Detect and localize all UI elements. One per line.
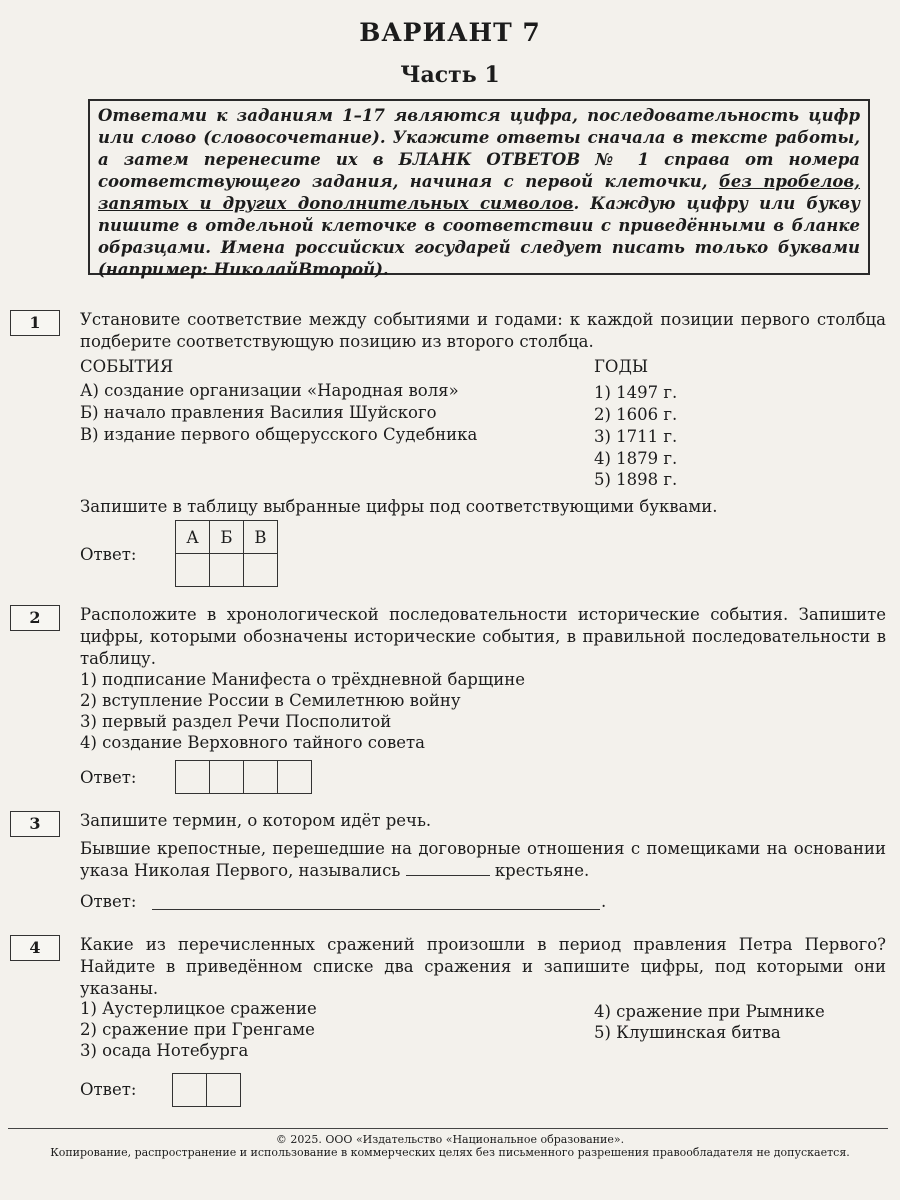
q1-col-a-header: А — [176, 521, 210, 554]
q2-answer-cell[interactable] — [210, 761, 244, 794]
q1-answer-label: Ответ: — [80, 545, 137, 564]
q1-events-header: СОБЫТИЯ — [80, 357, 174, 376]
instructions-text-2: . Каждую цифру или букву пишите в отдельной клеточке в соответствии с приведёнными в бланке образцами. Имена российских государей следует писать только буквами (например: НиколайВторой). — [98, 194, 860, 279]
q1-write-instruction: Запишите в таблицу выбранные цифры под соответствующими буквами. — [80, 497, 718, 516]
q1-year-4: 4) 1879 г. — [594, 449, 678, 468]
part-title: Часть 1 — [400, 62, 500, 88]
q2-item-2: 2) вступление России в Семилетнюю войну — [80, 691, 461, 710]
q2-answer-cell[interactable] — [176, 761, 210, 794]
q3-text — [80, 838, 886, 882]
q3-text-before: Бывшие крепостные, перешедшие на договорные отношения с помещиками на основании указа Николая Первого, назывались — [80, 839, 886, 880]
q1-col-c-header: В — [244, 521, 278, 554]
q2-text: Расположите в хронологической последовательности исторические события. Запишите цифры, которыми обозначены исторические события, в правильной последовательности в таблицу. — [80, 605, 886, 668]
q1-year-5: 5) 1898 г. — [594, 470, 678, 489]
instructions-text-1: Ответами к заданиям 1–17 являются цифра, последовательность цифр или слово (словосочетание). Укажите ответы сначала в тексте работы, а затем перенесите их в БЛАНК ОТВЕТОВ № 1 справа от номера соответствующего задания, начиная с первой клеточки, — [98, 106, 860, 191]
q1-answer-cell-c[interactable] — [244, 554, 278, 587]
q3-answer-label: Ответ: — [80, 892, 137, 911]
q4-item-5: 5) Клушинская битва — [594, 1023, 781, 1042]
q2-item-1: 1) подписание Манифеста о трёхдневной барщине — [80, 670, 525, 689]
q1-answer-cell-b[interactable] — [210, 554, 244, 587]
q3-title: Запишите термин, о котором идёт речь. — [80, 811, 432, 830]
q4-answer-table — [172, 1073, 241, 1107]
q1-answer-cell-a[interactable] — [176, 554, 210, 587]
instructions-underlined: без пробелов, запятых и других дополнительных символов — [98, 172, 860, 213]
q3-text-after: крестьяне. — [494, 861, 590, 880]
q2-item-3: 3) первый раздел Речи Посполитой — [80, 712, 392, 731]
q4-answer-cell[interactable] — [207, 1074, 241, 1107]
q1-years-header: ГОДЫ — [594, 357, 649, 376]
q4-item-3: 3) осада Нотебурга — [80, 1041, 249, 1060]
q4-text: Какие из перечисленных сражений произошли в период правления Петра Первого? Найдите в приведённом списке два сражения и запишите цифры, под которыми они указаны. — [80, 935, 886, 998]
q3-blank — [406, 861, 490, 876]
q1-answer-table — [175, 520, 278, 587]
instructions-box — [88, 99, 870, 279]
q4-answer-cell[interactable] — [173, 1074, 207, 1107]
q4-item-1: 1) Аустерлицкое сражение — [80, 999, 317, 1018]
q3-answer-line[interactable] — [152, 908, 600, 910]
q1-event-a: А) создание организации «Народная воля» — [80, 381, 459, 400]
q1-year-2: 2) 1606 г. — [594, 405, 678, 424]
variant-title: ВАРИАНТ 7 — [359, 18, 541, 47]
q2-answer-cell[interactable] — [244, 761, 278, 794]
q1-col-b-header: Б — [210, 521, 244, 554]
question-number-3: 3 — [10, 811, 60, 837]
q1-text: Установите соответствие между событиями и годами: к каждой позиции первого столбца подберите соответствующую позицию из второго столбца. — [80, 310, 886, 351]
footer-notice: Копирование, распространение и использование в коммерческих целях без письменного разрешения правообладателя не допускается. — [50, 1146, 850, 1159]
q1-event-c: В) издание первого общерусского Судебника — [80, 425, 478, 444]
q1-year-1: 1) 1497 г. — [594, 383, 678, 402]
q2-answer-table — [175, 760, 312, 794]
footer-divider — [8, 1128, 888, 1129]
q2-item-4: 4) создание Верховного тайного совета — [80, 733, 426, 752]
footer-copyright: © 2025. ООО «Издательство «Национальное образование». — [275, 1133, 625, 1146]
q4-answer-label: Ответ: — [80, 1080, 137, 1099]
q3-answer-end: . — [601, 892, 607, 911]
q2-answer-label: Ответ: — [80, 768, 137, 787]
q4-item-4: 4) сражение при Рымнике — [594, 1002, 825, 1021]
q4-item-2: 2) сражение при Гренгаме — [80, 1020, 315, 1039]
question-number-1: 1 — [10, 310, 60, 336]
q1-event-b: Б) начало правления Василия Шуйского — [80, 403, 437, 422]
question-number-2: 2 — [10, 605, 60, 631]
q2-answer-cell[interactable] — [278, 761, 312, 794]
question-number-4: 4 — [10, 935, 60, 961]
q1-year-3: 3) 1711 г. — [594, 427, 678, 446]
